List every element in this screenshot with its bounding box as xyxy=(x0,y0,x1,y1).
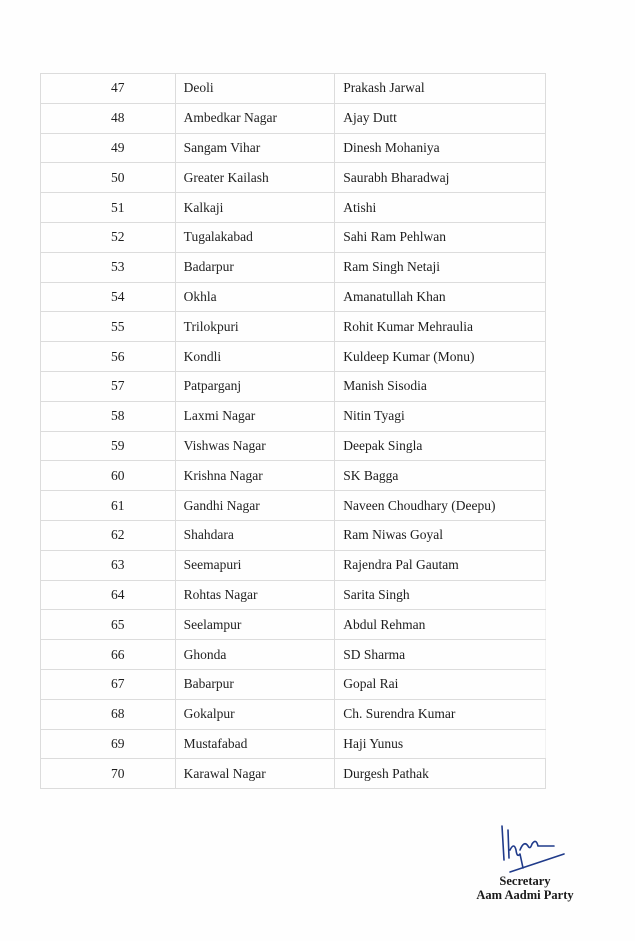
table-row xyxy=(41,401,546,431)
candidate-name: Nitin Tyagi xyxy=(335,401,546,431)
constituency-name: Gandhi Nagar xyxy=(175,491,335,521)
constituency-name: Ambedkar Nagar xyxy=(175,103,335,133)
candidate-name: Saurabh Bharadwaj xyxy=(335,163,546,193)
serial-number: 56 xyxy=(41,342,176,372)
candidate-name: Manish Sisodia xyxy=(335,371,546,401)
table-row xyxy=(41,282,546,312)
table-row xyxy=(41,252,546,282)
table-row xyxy=(41,729,546,759)
constituency-name: Trilokpuri xyxy=(175,312,335,342)
candidate-name: Dinesh Mohaniya xyxy=(335,133,546,163)
candidate-name: Naveen Choudhary (Deepu) xyxy=(335,491,546,521)
table-row xyxy=(41,669,546,699)
constituency-name: Okhla xyxy=(175,282,335,312)
serial-number: 60 xyxy=(41,461,176,491)
handwritten-signature-icon xyxy=(480,820,570,880)
serial-number: 67 xyxy=(41,669,176,699)
serial-number: 65 xyxy=(41,610,176,640)
signature-block xyxy=(455,820,595,903)
serial-number: 64 xyxy=(41,580,176,610)
table-row xyxy=(41,640,546,670)
serial-number: 59 xyxy=(41,431,176,461)
constituency-name: Greater Kailash xyxy=(175,163,335,193)
serial-number: 55 xyxy=(41,312,176,342)
constituency-name: Sangam Vihar xyxy=(175,133,335,163)
candidate-name: Ram Niwas Goyal xyxy=(335,520,546,550)
table-row xyxy=(41,74,546,104)
serial-number: 54 xyxy=(41,282,176,312)
serial-number: 51 xyxy=(41,193,176,223)
table-row xyxy=(41,461,546,491)
constituency-name: Karawal Nagar xyxy=(175,759,335,789)
table-row xyxy=(41,133,546,163)
candidate-name: Atishi xyxy=(335,193,546,223)
candidate-name: SK Bagga xyxy=(335,461,546,491)
table-row xyxy=(41,342,546,372)
constituency-name: Rohtas Nagar xyxy=(175,580,335,610)
table-body xyxy=(41,74,546,789)
constituency-name: Gokalpur xyxy=(175,699,335,729)
constituency-name: Patparganj xyxy=(175,371,335,401)
serial-number: 49 xyxy=(41,133,176,163)
candidate-name: Prakash Jarwal xyxy=(335,74,546,104)
serial-number: 62 xyxy=(41,520,176,550)
serial-number: 47 xyxy=(41,74,176,104)
constituency-name: Shahdara xyxy=(175,520,335,550)
candidate-name: Rohit Kumar Mehraulia xyxy=(335,312,546,342)
signatory-title: Secretary xyxy=(499,874,551,888)
candidate-name: Kuldeep Kumar (Monu) xyxy=(335,342,546,372)
constituency-name: Kondli xyxy=(175,342,335,372)
candidate-name: Deepak Singla xyxy=(335,431,546,461)
candidate-name: Ram Singh Netaji xyxy=(335,252,546,282)
serial-number: 53 xyxy=(41,252,176,282)
table-row xyxy=(41,312,546,342)
table-row xyxy=(41,371,546,401)
candidate-name: Ajay Dutt xyxy=(335,103,546,133)
table-row xyxy=(41,491,546,521)
table-row xyxy=(41,610,546,640)
table-row xyxy=(41,699,546,729)
table-row xyxy=(41,431,546,461)
serial-number: 52 xyxy=(41,222,176,252)
candidate-name: Sarita Singh xyxy=(335,580,546,610)
table-row xyxy=(41,222,546,252)
constituency-name: Krishna Nagar xyxy=(175,461,335,491)
serial-number: 63 xyxy=(41,550,176,580)
constituency-name: Badarpur xyxy=(175,252,335,282)
constituency-name: Tugalakabad xyxy=(175,222,335,252)
constituency-name: Ghonda xyxy=(175,640,335,670)
serial-number: 58 xyxy=(41,401,176,431)
candidate-name: Ch. Surendra Kumar xyxy=(335,699,546,729)
candidate-name: Durgesh Pathak xyxy=(335,759,546,789)
candidate-name: Abdul Rehman xyxy=(335,610,546,640)
serial-number: 48 xyxy=(41,103,176,133)
constituency-name: Seemapuri xyxy=(175,550,335,580)
candidate-name: Rajendra Pal Gautam xyxy=(335,550,546,580)
candidate-name: Gopal Rai xyxy=(335,669,546,699)
table-row xyxy=(41,103,546,133)
serial-number: 50 xyxy=(41,163,176,193)
serial-number: 57 xyxy=(41,371,176,401)
table-row xyxy=(41,193,546,223)
constituency-name: Seelampur xyxy=(175,610,335,640)
serial-number: 70 xyxy=(41,759,176,789)
candidate-table xyxy=(40,73,546,789)
constituency-name: Laxmi Nagar xyxy=(175,401,335,431)
table-row xyxy=(41,520,546,550)
constituency-name: Babarpur xyxy=(175,669,335,699)
signatory-organization: Aam Aadmi Party xyxy=(476,888,574,902)
constituency-name: Mustafabad xyxy=(175,729,335,759)
table-row xyxy=(41,759,546,789)
candidate-name: Haji Yunus xyxy=(335,729,546,759)
serial-number: 68 xyxy=(41,699,176,729)
constituency-name: Vishwas Nagar xyxy=(175,431,335,461)
serial-number: 69 xyxy=(41,729,176,759)
serial-number: 66 xyxy=(41,640,176,670)
candidate-name: Sahi Ram Pehlwan xyxy=(335,222,546,252)
constituency-name: Kalkaji xyxy=(175,193,335,223)
candidate-name: SD Sharma xyxy=(335,640,546,670)
serial-number: 61 xyxy=(41,491,176,521)
constituency-name: Deoli xyxy=(175,74,335,104)
candidate-name: Amanatullah Khan xyxy=(335,282,546,312)
table-row xyxy=(41,550,546,580)
table-row xyxy=(41,580,546,610)
table-row xyxy=(41,163,546,193)
